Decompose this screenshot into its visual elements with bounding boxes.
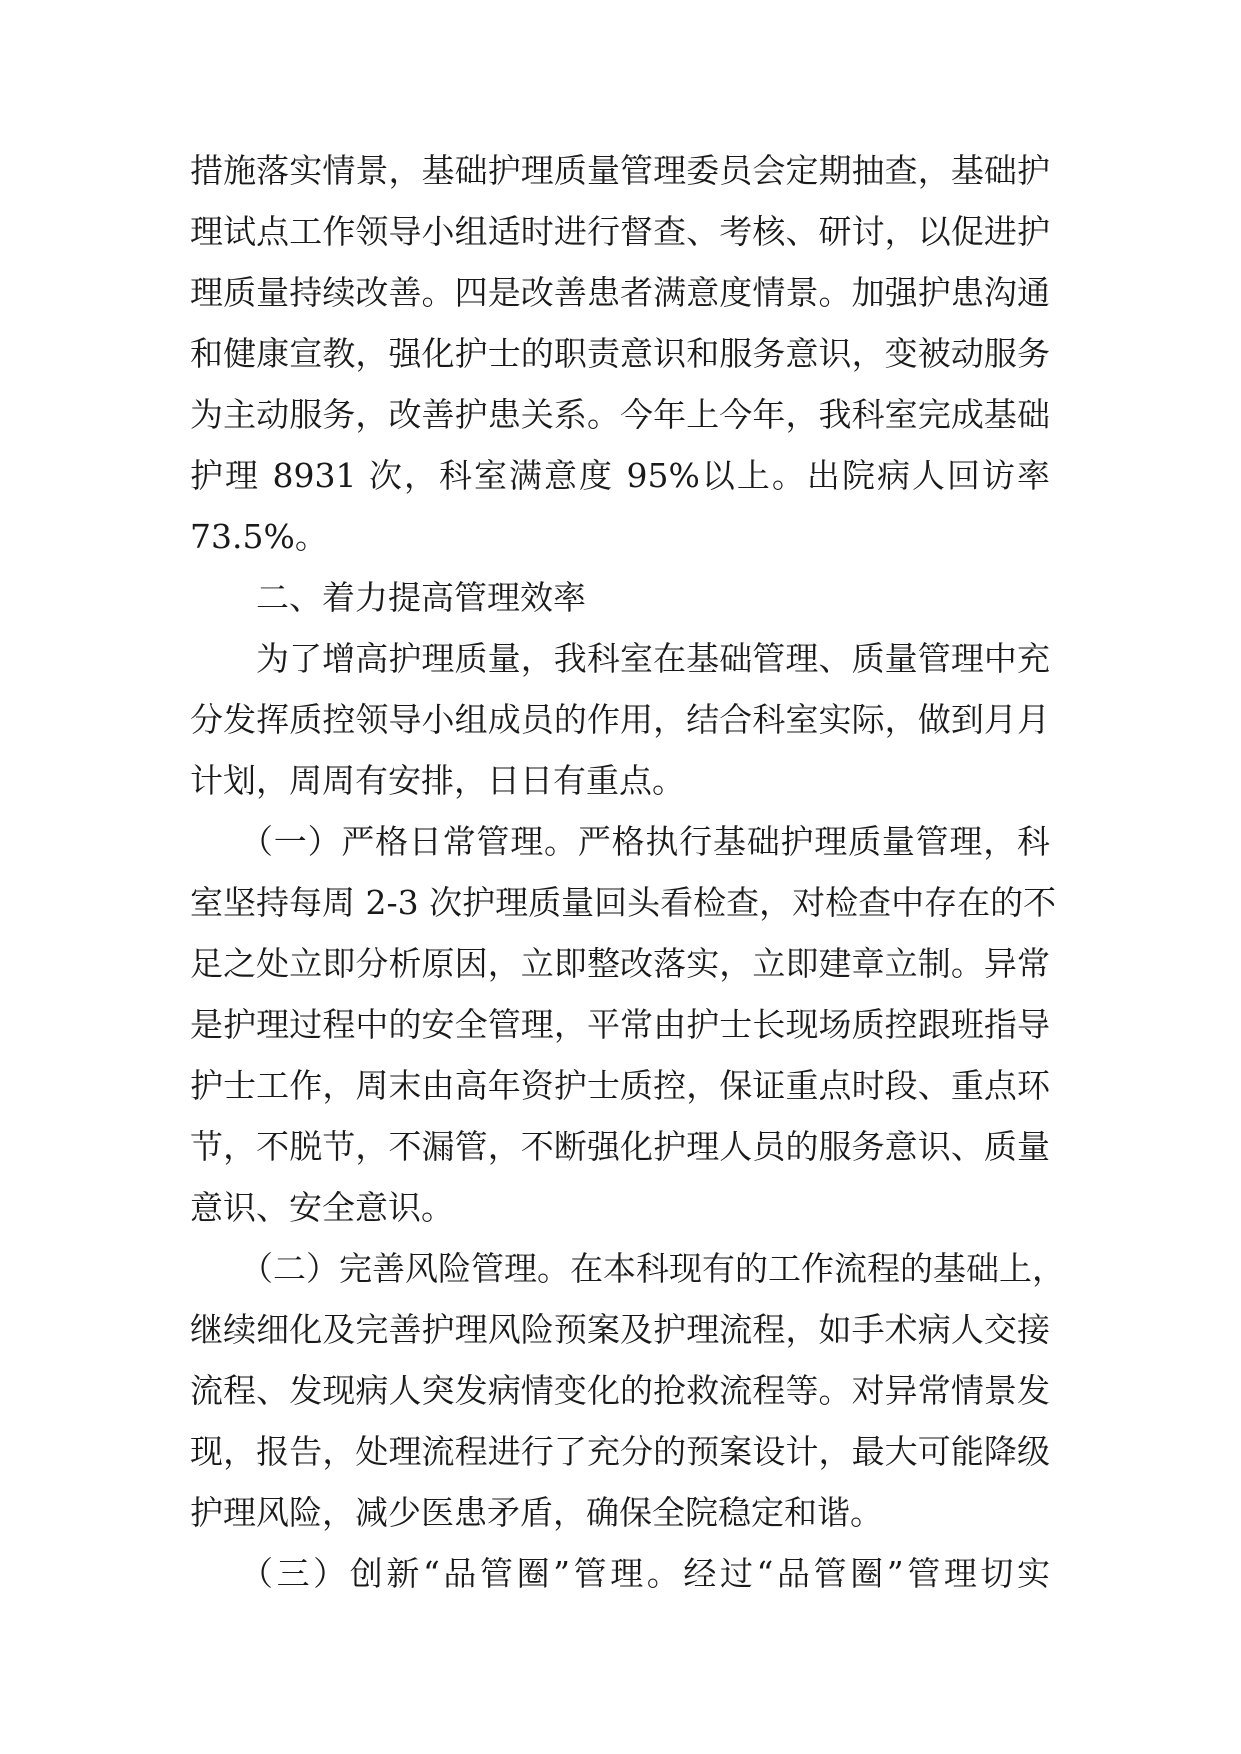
- text-line-6: 护理 8931 次，科室满意度 95%以上。出院病人回访率: [190, 456, 1050, 495]
- text-line-2: 理试点工作领导小组适时进行督查、考核、研讨，以促进护: [190, 212, 1050, 251]
- text-line-17: 节，不脱节，不漏管，不断强化护理人员的服务意识、质量: [190, 1127, 1050, 1166]
- text-line-22: 现，报告，处理流程进行了充分的预案设计，最大可能降级: [190, 1432, 1050, 1471]
- subsection-heading-2: （二）完善风险管理。在本科现有的工作流程的基础上，: [240, 1249, 1065, 1288]
- text-line-5: 为主动服务，改善护患关系。今年上今年，我科室完成基础: [190, 395, 1050, 434]
- section-heading-2: 二、着力提高管理效率: [256, 578, 586, 617]
- text-line-10: 分发挥质控领导小组成员的作用，结合科室实际，做到月月: [190, 700, 1050, 739]
- text-line-4: 和健康宣教，强化护士的职责意识和服务意识，变被动服务: [190, 334, 1050, 373]
- subsection-heading-3: （三）创新“品管圈”管理。经过“品管圈”管理切实: [240, 1554, 1050, 1593]
- text-line-13: 室坚持每周 2-3 次护理质量回头看检查，对检查中存在的不: [190, 883, 1057, 922]
- text-line-7: 73.5%。: [190, 517, 328, 556]
- text-line-15: 是护理过程中的安全管理，平常由护士长现场质控跟班指导: [190, 1005, 1050, 1044]
- text-line-23: 护理风险，减少医患矛盾，确保全院稳定和谐。: [190, 1493, 883, 1532]
- subsection-heading-1: （一）严格日常管理。严格执行基础护理质量管理，科: [240, 822, 1050, 861]
- text-line-14: 足之处立即分析原因，立即整改落实，立即建章立制。异常: [190, 944, 1050, 983]
- text-line-18: 意识、安全意识。: [190, 1188, 454, 1227]
- text-line-9: 为了增高护理质量，我科室在基础管理、质量管理中充: [256, 639, 1050, 678]
- text-line-21: 流程、发现病人突发病情变化的抢救流程等。对异常情景发: [190, 1371, 1050, 1410]
- text-line-3: 理质量持续改善。四是改善患者满意度情景。加强护患沟通: [190, 273, 1050, 312]
- text-line-1: 措施落实情景，基础护理质量管理委员会定期抽查，基础护: [190, 151, 1050, 190]
- text-line-16: 护士工作，周末由高年资护士质控，保证重点时段、重点环: [190, 1066, 1050, 1105]
- text-line-20: 继续细化及完善护理风险预案及护理流程，如手术病人交接: [190, 1310, 1050, 1349]
- text-line-11: 计划，周周有安排，日日有重点。: [190, 761, 685, 800]
